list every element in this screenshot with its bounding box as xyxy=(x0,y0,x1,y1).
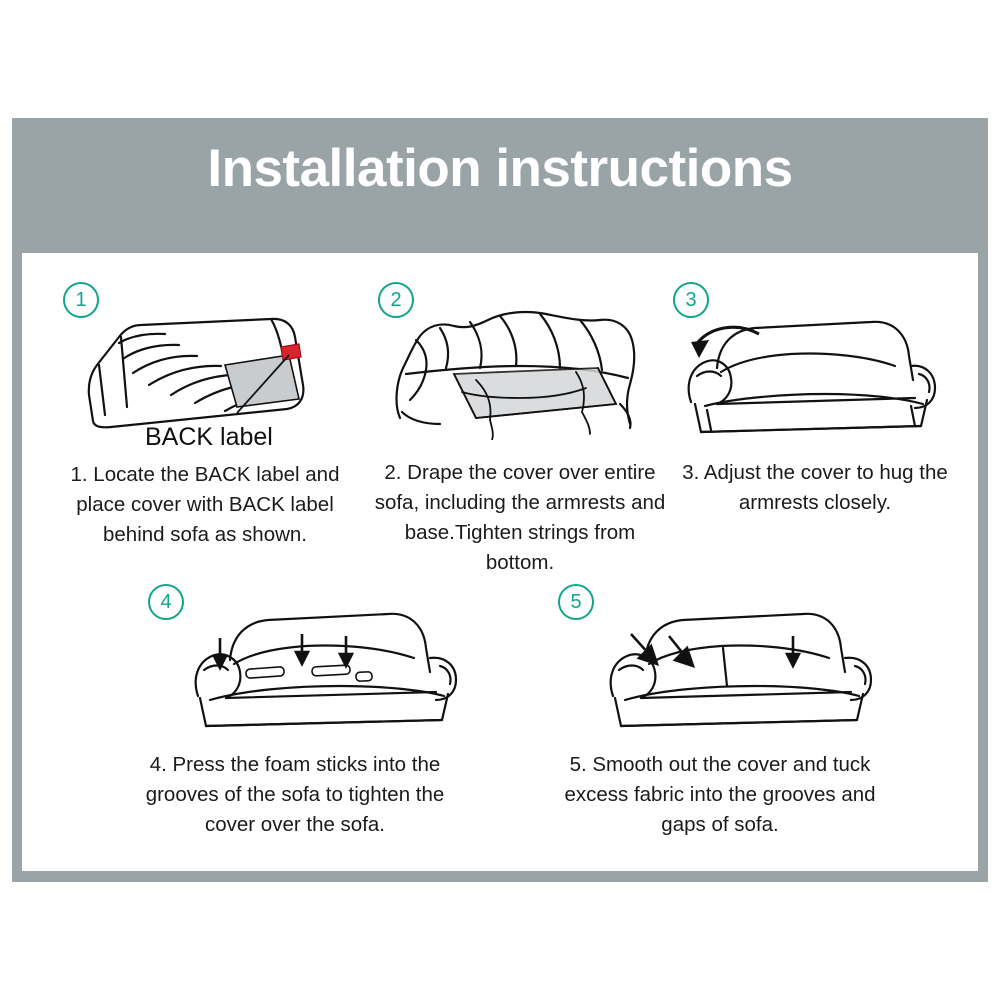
step-5 xyxy=(550,580,890,840)
step-3-caption: 3. Adjust the cover to hug the armrests closely. xyxy=(682,461,948,514)
step-3-figure xyxy=(675,306,950,441)
step-2-figure xyxy=(380,300,660,440)
step-3-badge: 3 xyxy=(673,282,709,318)
step-4 xyxy=(140,580,470,840)
step-4-badge: 4 xyxy=(148,584,184,620)
step-1-caption: 1. Locate the BACK label and place cover with BACK label behind sofa as shown. xyxy=(70,463,340,546)
step-5-caption: 5. Smooth out the cover and tuck excess fabric into the grooves and gaps of sofa. xyxy=(564,753,876,836)
step-1-badge: 1 xyxy=(63,282,99,318)
step-5-figure xyxy=(595,602,885,730)
step-3 xyxy=(665,278,965,538)
page-title: Installation instructions xyxy=(207,139,793,198)
back-label-annotation: BACK label xyxy=(145,423,273,451)
step-2 xyxy=(370,278,670,578)
step-5-badge: 5 xyxy=(558,584,594,620)
step-1-figure xyxy=(75,303,335,433)
step-4-figure xyxy=(180,602,470,730)
step-2-caption: 2. Drape the cover over entire sofa, including the armrests and base.Tighten strings from bottom. xyxy=(374,461,666,574)
step-2-badge: 2 xyxy=(378,282,414,318)
step-1 xyxy=(55,278,355,558)
step-4-caption: 4. Press the foam sticks into the grooves of the sofa to tighten the cover over the sofa. xyxy=(145,753,445,836)
